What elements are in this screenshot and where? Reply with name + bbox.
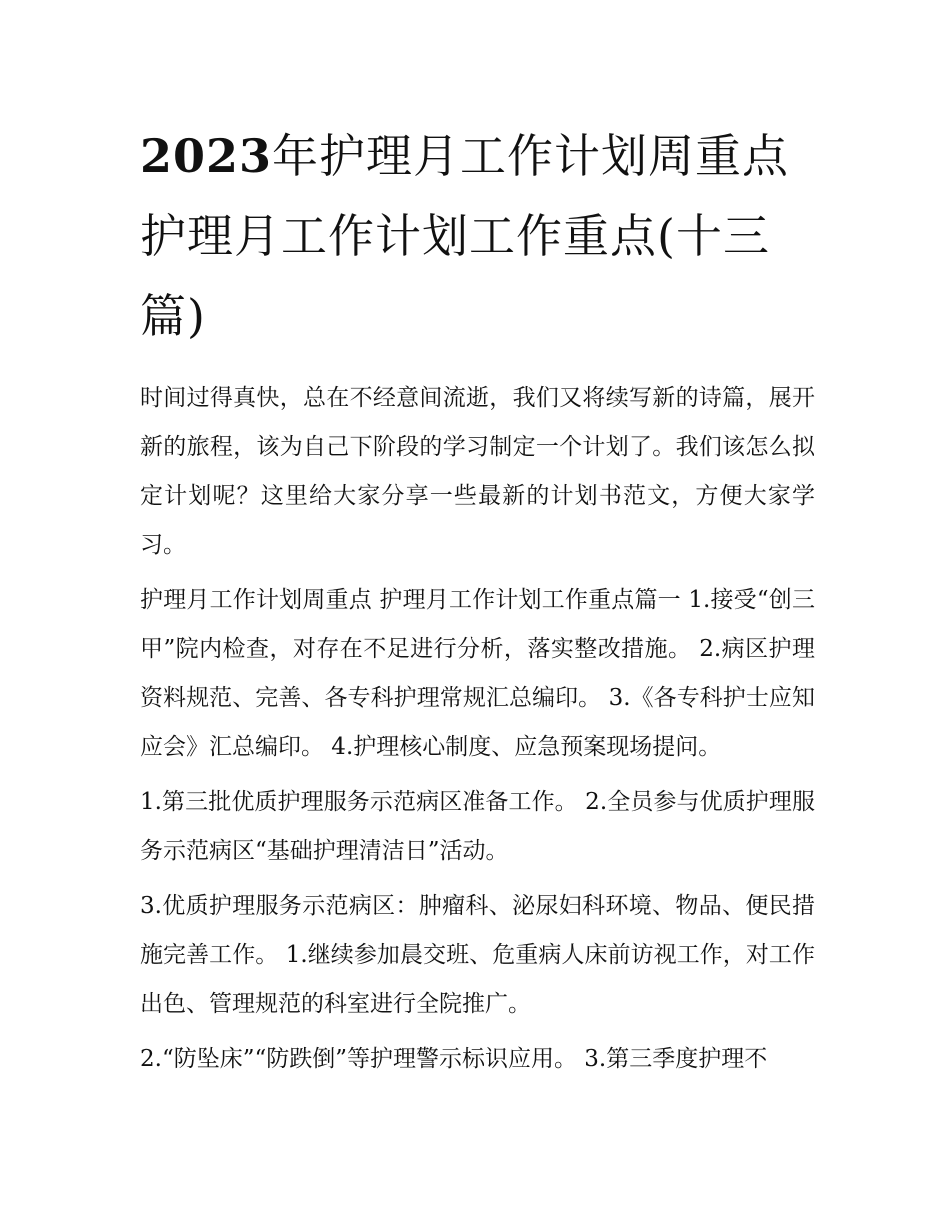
paragraph-ward-improvement: 3.优质护理服务示范病区：肿瘤科、泌尿妇科环境、物品、便民措施完善工作。 1.继续参加晨交班、危重病人床前访视工作，对工作出色、管理规范的科室进行全院推广。 [140, 893, 815, 1017]
document-body [140, 374, 815, 1084]
title-year: 2023 [140, 129, 273, 183]
document-title [140, 116, 815, 356]
title-text: 年护理月工作计划周重点 护理月工作计划工作重点(十三篇) [140, 129, 790, 343]
paragraph-intro: 时间过得真快，总在不经意间流逝，我们又将续写新的诗篇，展开新的旅程，该为自己下阶段的学习制定一个计划了。我们该怎么拟定计划呢？这里给大家分享一些最新的计划书范文，方便大家学习。 [140, 385, 815, 558]
paragraph-warning-signs: 2.“防坠床”“防跌倒”等护理警示标识应用。 3.第三季度护理不 [140, 1046, 768, 1072]
paragraph-section-1: 护理月工作计划周重点 护理月工作计划工作重点篇一 1.接受“创三甲”院内检查，对存在不足进行分析，落实整改措施。 2.病区护理资料规范、完善、各专科护理常规汇总编印。 3.《各专科护士应知应会》汇总编印。 4.护理核心制度、应急预案现场提问。 [140, 587, 815, 760]
document-content [140, 116, 815, 1090]
paragraph-quality-demo-ward: 1.第三批优质护理服务示范病区准备工作。 2.全员参与优质护理服务示范病区“基础护理清洁日”活动。 [140, 789, 815, 864]
